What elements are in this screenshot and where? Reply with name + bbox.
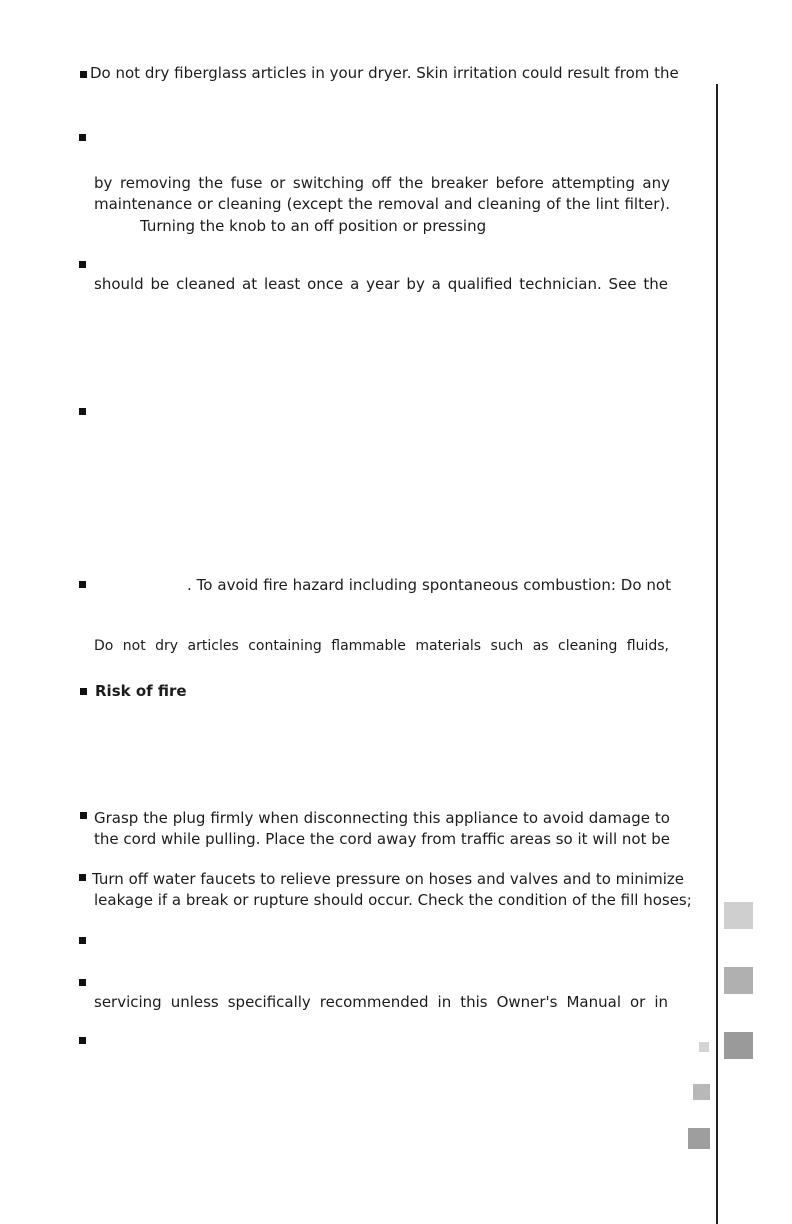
- bullet-6: [80, 688, 87, 695]
- bullet-3: [79, 261, 86, 268]
- section-tab-light: [724, 902, 753, 929]
- bullet-11: [79, 1037, 86, 1044]
- bullet-10: [79, 979, 86, 986]
- bullet-4: [79, 408, 86, 415]
- paragraph-2-line-3: Turning the knob to an off position or pressing: [140, 217, 487, 235]
- small-square-dark: [688, 1128, 710, 1149]
- small-square-light: [699, 1042, 709, 1052]
- paragraph-10-line-1: servicing unless specifically recommended in this Owner's Manual or in: [94, 993, 668, 1011]
- paragraph-3-line-1: should be cleaned at least once a year by a qualified technician. See the: [94, 275, 668, 293]
- bullet-5: [79, 581, 86, 588]
- small-square-mid: [693, 1084, 710, 1100]
- bullet-2: [79, 134, 86, 141]
- bullet-7: [80, 812, 87, 819]
- paragraph-1-line-1: Do not dry fiberglass articles in your dryer. Skin irritation could result from the: [90, 64, 679, 82]
- paragraph-5-line-2: Do not dry articles containing flammable materials such as cleaning fluids,: [94, 638, 669, 654]
- bullet-1: [80, 71, 87, 78]
- paragraph-8-line-2: leakage if a break or rupture should occur. Check the condition of the fill hoses;: [94, 891, 692, 909]
- paragraph-2-line-2: maintenance or cleaning (except the removal and cleaning of the lint filter).: [94, 195, 670, 213]
- paragraph-8-line-1: Turn off water faucets to relieve pressure on hoses and valves and to minimize: [92, 870, 684, 888]
- section-tab-dark: [724, 1032, 753, 1059]
- paragraph-7-line-1: Grasp the plug firmly when disconnecting this appliance to avoid damage to: [94, 809, 670, 827]
- paragraph-5-line-1: . To avoid fire hazard including spontaneous combustion: Do not: [187, 576, 671, 594]
- section-tab-mid: [724, 967, 753, 994]
- bullet-9: [79, 937, 86, 944]
- margin-rule: [716, 84, 718, 1224]
- paragraph-7-line-2: the cord while pulling. Place the cord away from traffic areas so it will not be: [94, 830, 670, 848]
- risk-of-fire-heading: Risk of fire: [95, 682, 187, 700]
- paragraph-2-line-1: by removing the fuse or switching off the breaker before attempting any: [94, 174, 670, 192]
- bullet-8: [79, 874, 86, 881]
